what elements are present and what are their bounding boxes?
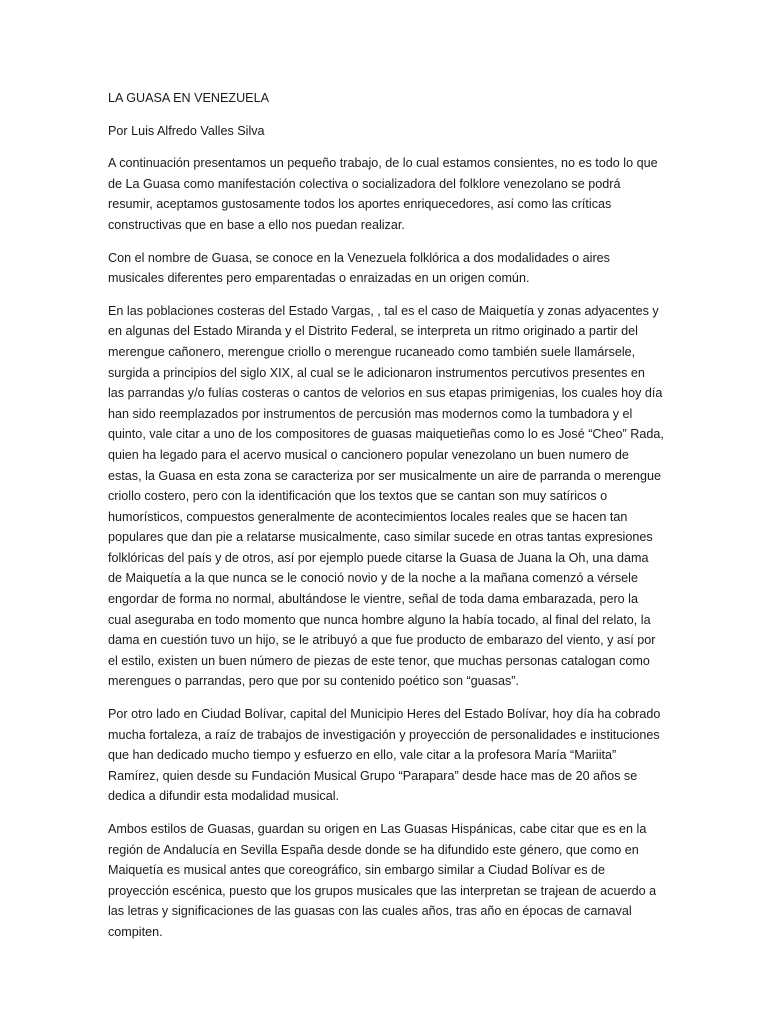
- paragraph-1: A continuación presentamos un pequeño trabajo, de lo cual estamos consientes, no es todo lo que de La Guasa como manifestación colectiva o socializadora del folklore venezolano se podrá resumir, aceptamos gustosamente todos los aportes enriquecedores, así como las críticas constructivas que en base a ello nos puedan realizar.: [108, 156, 658, 232]
- paragraph-3: En las poblaciones costeras del Estado Vargas, , tal es el caso de Maiquetía y zonas adyacentes y en algunas del Estado Miranda y el Distrito Federal, se interpreta un ritmo originado a partir del merengue cañonero, merengue criollo o merengue rucaneado como también suele llamársele, surgida a principios del siglo XIX, al cual se le adicionaron instrumentos percutivos presentes en las parrandas y/o fulías costeras o cantos de velorios en sus etapas primigenias, los cuales hoy día han sido reemplazados por instrumentos de percusión mas modernos como la tumbadora y el quinto, vale citar a uno de los compositores de guasas maiquetieñas como lo es José “Cheo” Rada, quien ha legado para el acervo musical o cancionero popular venezolano un buen numero de estas, la Guasa en esta zona se caracteriza por ser musicalmente un aire de parranda o merengue criollo costero, pero con la identificación que los textos que se cantan son muy satíricos o humorísticos, compuestos generalmente de acontecimientos locales reales que se hacen tan populares que dan pie a relatarse musicalmente, caso similar sucede en otras tantas expresiones folklóricas del país y de otros, así por ejemplo puede citarse la Guasa de Juana la Oh, una dama de Maiquetía a la que nunca se le conoció novio y de la noche a la mañana comenzó a vérsele engordar de forma no normal, abultándose le vientre, señal de toda dama embarazada, pero la cual aseguraba en todo momento que nunca hombre alguno la había tocado, al final del relato, la dama en cuestión tuvo un hijo, se le atribuyó a que fue producto de embarazo del viento, y así por el estilo, existen un buen número de piezas de este tenor, que muchas personas catalogan como merengues o parrandas, pero que por su contenido poético son “guasas”.: [108, 303, 664, 689]
- paragraph-4: Por otro lado en Ciudad Bolívar, capital del Municipio Heres del Estado Bolívar, hoy día ha cobrado mucha fortaleza, a raíz de trabajos de investigación y proyección de personalidades e instituciones que han dedicado mucho tiempo y esfuerzo en ello, vale citar a la profesora María “Mariita” Ramírez, quien desde su Fundación Musical Grupo “Parapara” desde hace mas de 20 años se dedica a difundir esta modalidad musical.: [108, 707, 661, 804]
- document-title: LA GUASA EN VENEZUELA: [108, 91, 269, 105]
- paragraph-5: Ambos estilos de Guasas, guardan su origen en Las Guasas Hispánicas, cabe citar que es en la región de Andalucía en Sevilla España desde donde se ha difundido este género, que como en Maiquetía es musical antes que coreográfico, sin embargo similar a Ciudad Bolívar es de proyección escénica, puesto que los grupos musicales que las interpretan se trajean de acuerdo a las letras y significaciones de las guasas con las cuales años, tras año en épocas de carnaval compiten.: [108, 822, 657, 939]
- document-page: [108, 88, 664, 955]
- paragraph-2: Con el nombre de Guasa, se conoce en la Venezuela folklórica a dos modalidades o aires musicales diferentes pero emparentadas o enraizadas en un origen común.: [108, 250, 610, 286]
- document-author: Por Luis Alfredo Valles Silva: [108, 123, 265, 138]
